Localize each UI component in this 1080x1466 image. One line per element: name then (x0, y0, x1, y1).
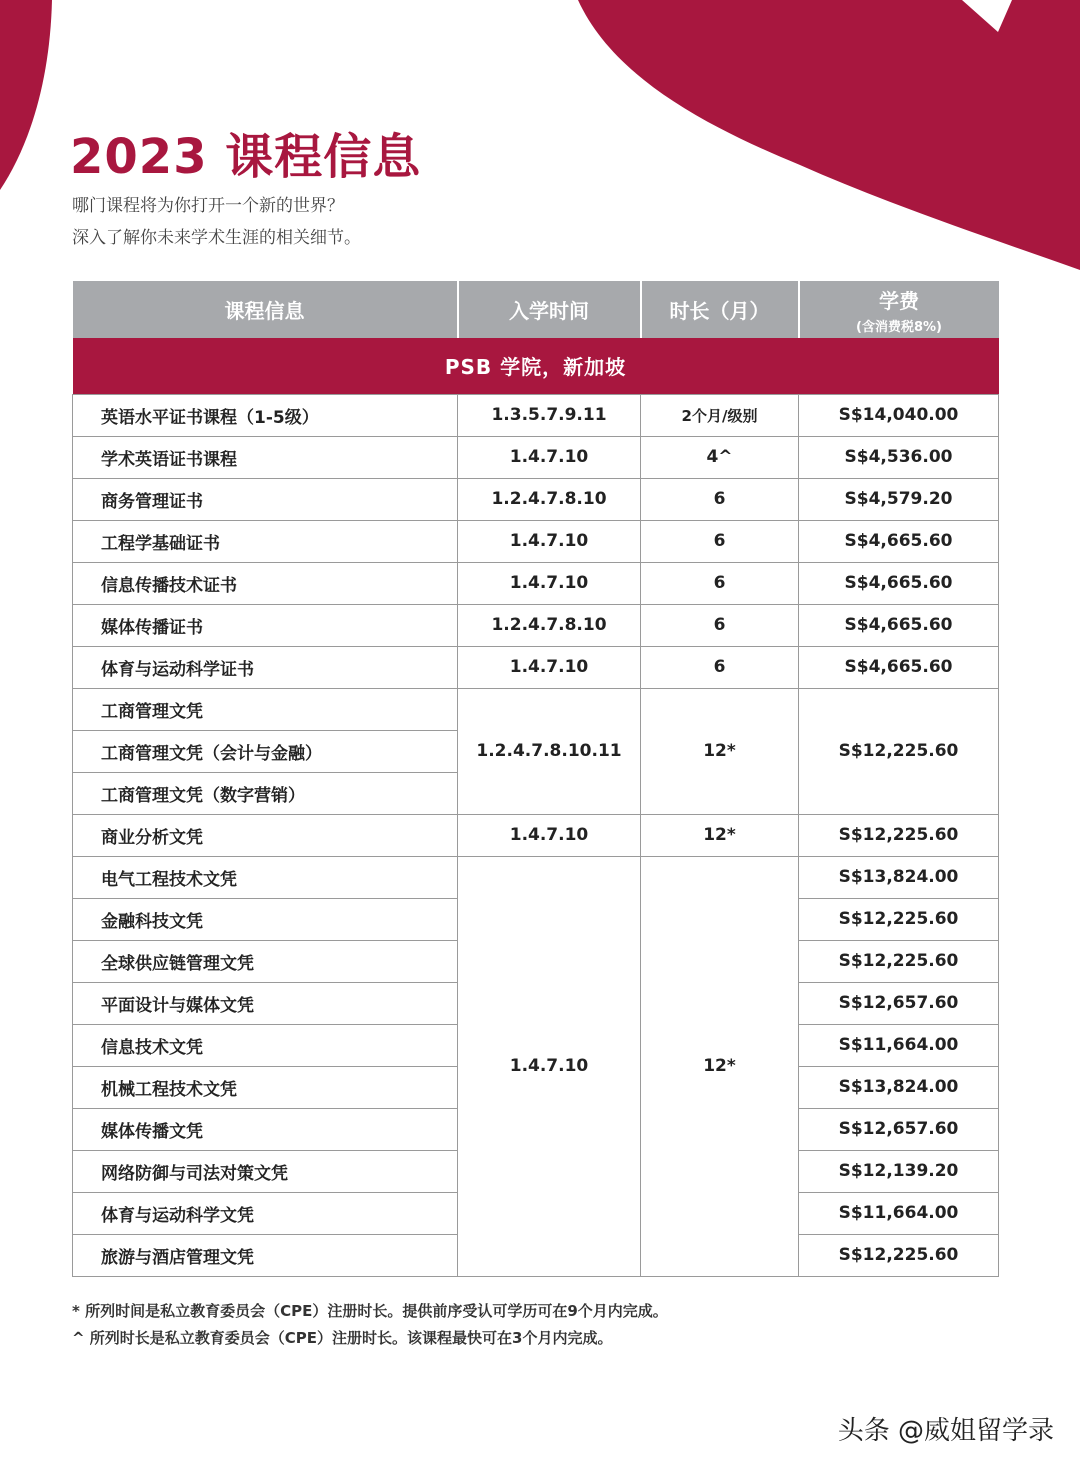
fee-cell: S$4,579.20 (799, 478, 999, 520)
right-swoosh-shape (578, 0, 1080, 270)
course-name: 工程学基础证书 (73, 520, 458, 562)
duration-cell: 6 (641, 646, 799, 688)
fee-cell: S$13,824.00 (799, 856, 999, 898)
duration-cell: 12* (641, 856, 799, 1276)
fee-cell: S$4,665.60 (799, 604, 999, 646)
fee-cell: S$13,824.00 (799, 1066, 999, 1108)
subtitle-line-1: 哪门课程将为你打开一个新的世界？ (72, 196, 344, 216)
course-name: 网络防御与司法对策文凭 (73, 1150, 458, 1192)
duration-cell: 6 (641, 478, 799, 520)
table-header-row (73, 281, 999, 338)
intake-cell: 1.2.4.7.8.10.11 (458, 688, 641, 814)
course-name: 机械工程技术文凭 (73, 1066, 458, 1108)
fee-cell: S$12,657.60 (799, 982, 999, 1024)
fee-cell: S$12,657.60 (799, 1108, 999, 1150)
footnote-caret: ^ 所列时长是私立教育委员会（CPE）注册时长。该课程最快可在3个月内完成。 (72, 1329, 613, 1347)
course-name: 平面设计与媒体文凭 (73, 982, 458, 1024)
intake-cell: 1.2.4.7.8.10 (458, 478, 641, 520)
course-table (72, 281, 999, 1277)
fee-cell: S$12,225.60 (799, 898, 999, 940)
fee-cell: S$4,665.60 (799, 520, 999, 562)
course-name: 金融科技文凭 (73, 898, 458, 940)
course-name: 信息技术文凭 (73, 1024, 458, 1066)
swoosh-notch (962, 0, 1012, 32)
course-name: 英语水平证书课程（1-5级） (73, 394, 458, 436)
page-title: 2023 课程信息 (70, 129, 422, 185)
intake-cell: 1.4.7.10 (458, 436, 641, 478)
header-course: 课程信息 (73, 281, 458, 338)
course-name: 工商管理文凭（会计与金融） (73, 730, 458, 772)
table-row (73, 646, 999, 688)
intake-cell: 1.3.5.7.9.11 (458, 394, 641, 436)
intake-cell: 1.4.7.10 (458, 646, 641, 688)
header-fee-label: 学费 (879, 288, 919, 313)
header-fee-note: (含消费税8%) (856, 319, 942, 335)
intake-cell: 1.2.4.7.8.10 (458, 604, 641, 646)
course-name: 媒体传播文凭 (73, 1108, 458, 1150)
fee-cell: S$12,225.60 (799, 1234, 999, 1276)
intake-cell: 1.4.7.10 (458, 520, 641, 562)
course-name: 媒体传播证书 (73, 604, 458, 646)
duration-cell: 2个月/级别 (641, 394, 799, 436)
fee-cell: S$12,225.60 (799, 688, 999, 814)
fee-cell: S$4,665.60 (799, 646, 999, 688)
fee-cell: S$12,225.60 (799, 814, 999, 856)
fee-cell: S$14,040.00 (799, 394, 999, 436)
table-row (73, 856, 999, 898)
table-row (73, 604, 999, 646)
fee-cell: S$4,536.00 (799, 436, 999, 478)
course-name: 商业分析文凭 (73, 814, 458, 856)
fee-cell: S$12,225.60 (799, 940, 999, 982)
duration-cell: 12* (641, 688, 799, 814)
duration-cell: 6 (641, 520, 799, 562)
header-fee (799, 281, 999, 338)
header-intake: 入学时间 (458, 281, 641, 338)
table-row (73, 478, 999, 520)
course-name: 商务管理证书 (73, 478, 458, 520)
table-row (73, 814, 999, 856)
intake-cell: 1.4.7.10 (458, 856, 641, 1276)
duration-cell: 12* (641, 814, 799, 856)
table-row (73, 394, 999, 436)
table-row (73, 688, 999, 730)
duration-cell: 6 (641, 604, 799, 646)
course-name: 工商管理文凭（数字营销） (73, 772, 458, 814)
course-name: 学术英语证书课程 (73, 436, 458, 478)
footnotes (72, 1300, 668, 1354)
watermark: 头条 @威姐留学录 (837, 1416, 1054, 1446)
fee-cell: S$11,664.00 (799, 1192, 999, 1234)
course-name: 全球供应链管理文凭 (73, 940, 458, 982)
course-name: 工商管理文凭 (73, 688, 458, 730)
campus-label: PSB 学院，新加坡 (73, 338, 999, 394)
campus-row (73, 338, 999, 394)
intake-cell: 1.4.7.10 (458, 814, 641, 856)
fee-cell: S$11,664.00 (799, 1024, 999, 1066)
intake-cell: 1.4.7.10 (458, 562, 641, 604)
course-name: 信息传播技术证书 (73, 562, 458, 604)
table-row (73, 562, 999, 604)
course-name: 体育与运动科学文凭 (73, 1192, 458, 1234)
duration-cell: 4^ (641, 436, 799, 478)
course-name: 旅游与酒店管理文凭 (73, 1234, 458, 1276)
fee-cell: S$12,139.20 (799, 1150, 999, 1192)
header-duration: 时长（月） (641, 281, 799, 338)
course-name: 电气工程技术文凭 (73, 856, 458, 898)
fee-cell: S$4,665.60 (799, 562, 999, 604)
left-corner-shape (0, 0, 52, 190)
footnote-asterisk: * 所列时间是私立教育委员会（CPE）注册时长。提供前序受认可学历可在9个月内完成。 (72, 1302, 668, 1320)
table-row (73, 520, 999, 562)
subtitle-line-2: 深入了解你未来学术生涯的相关细节。 (72, 228, 361, 248)
table-row (73, 436, 999, 478)
course-name: 体育与运动科学证书 (73, 646, 458, 688)
duration-cell: 6 (641, 562, 799, 604)
